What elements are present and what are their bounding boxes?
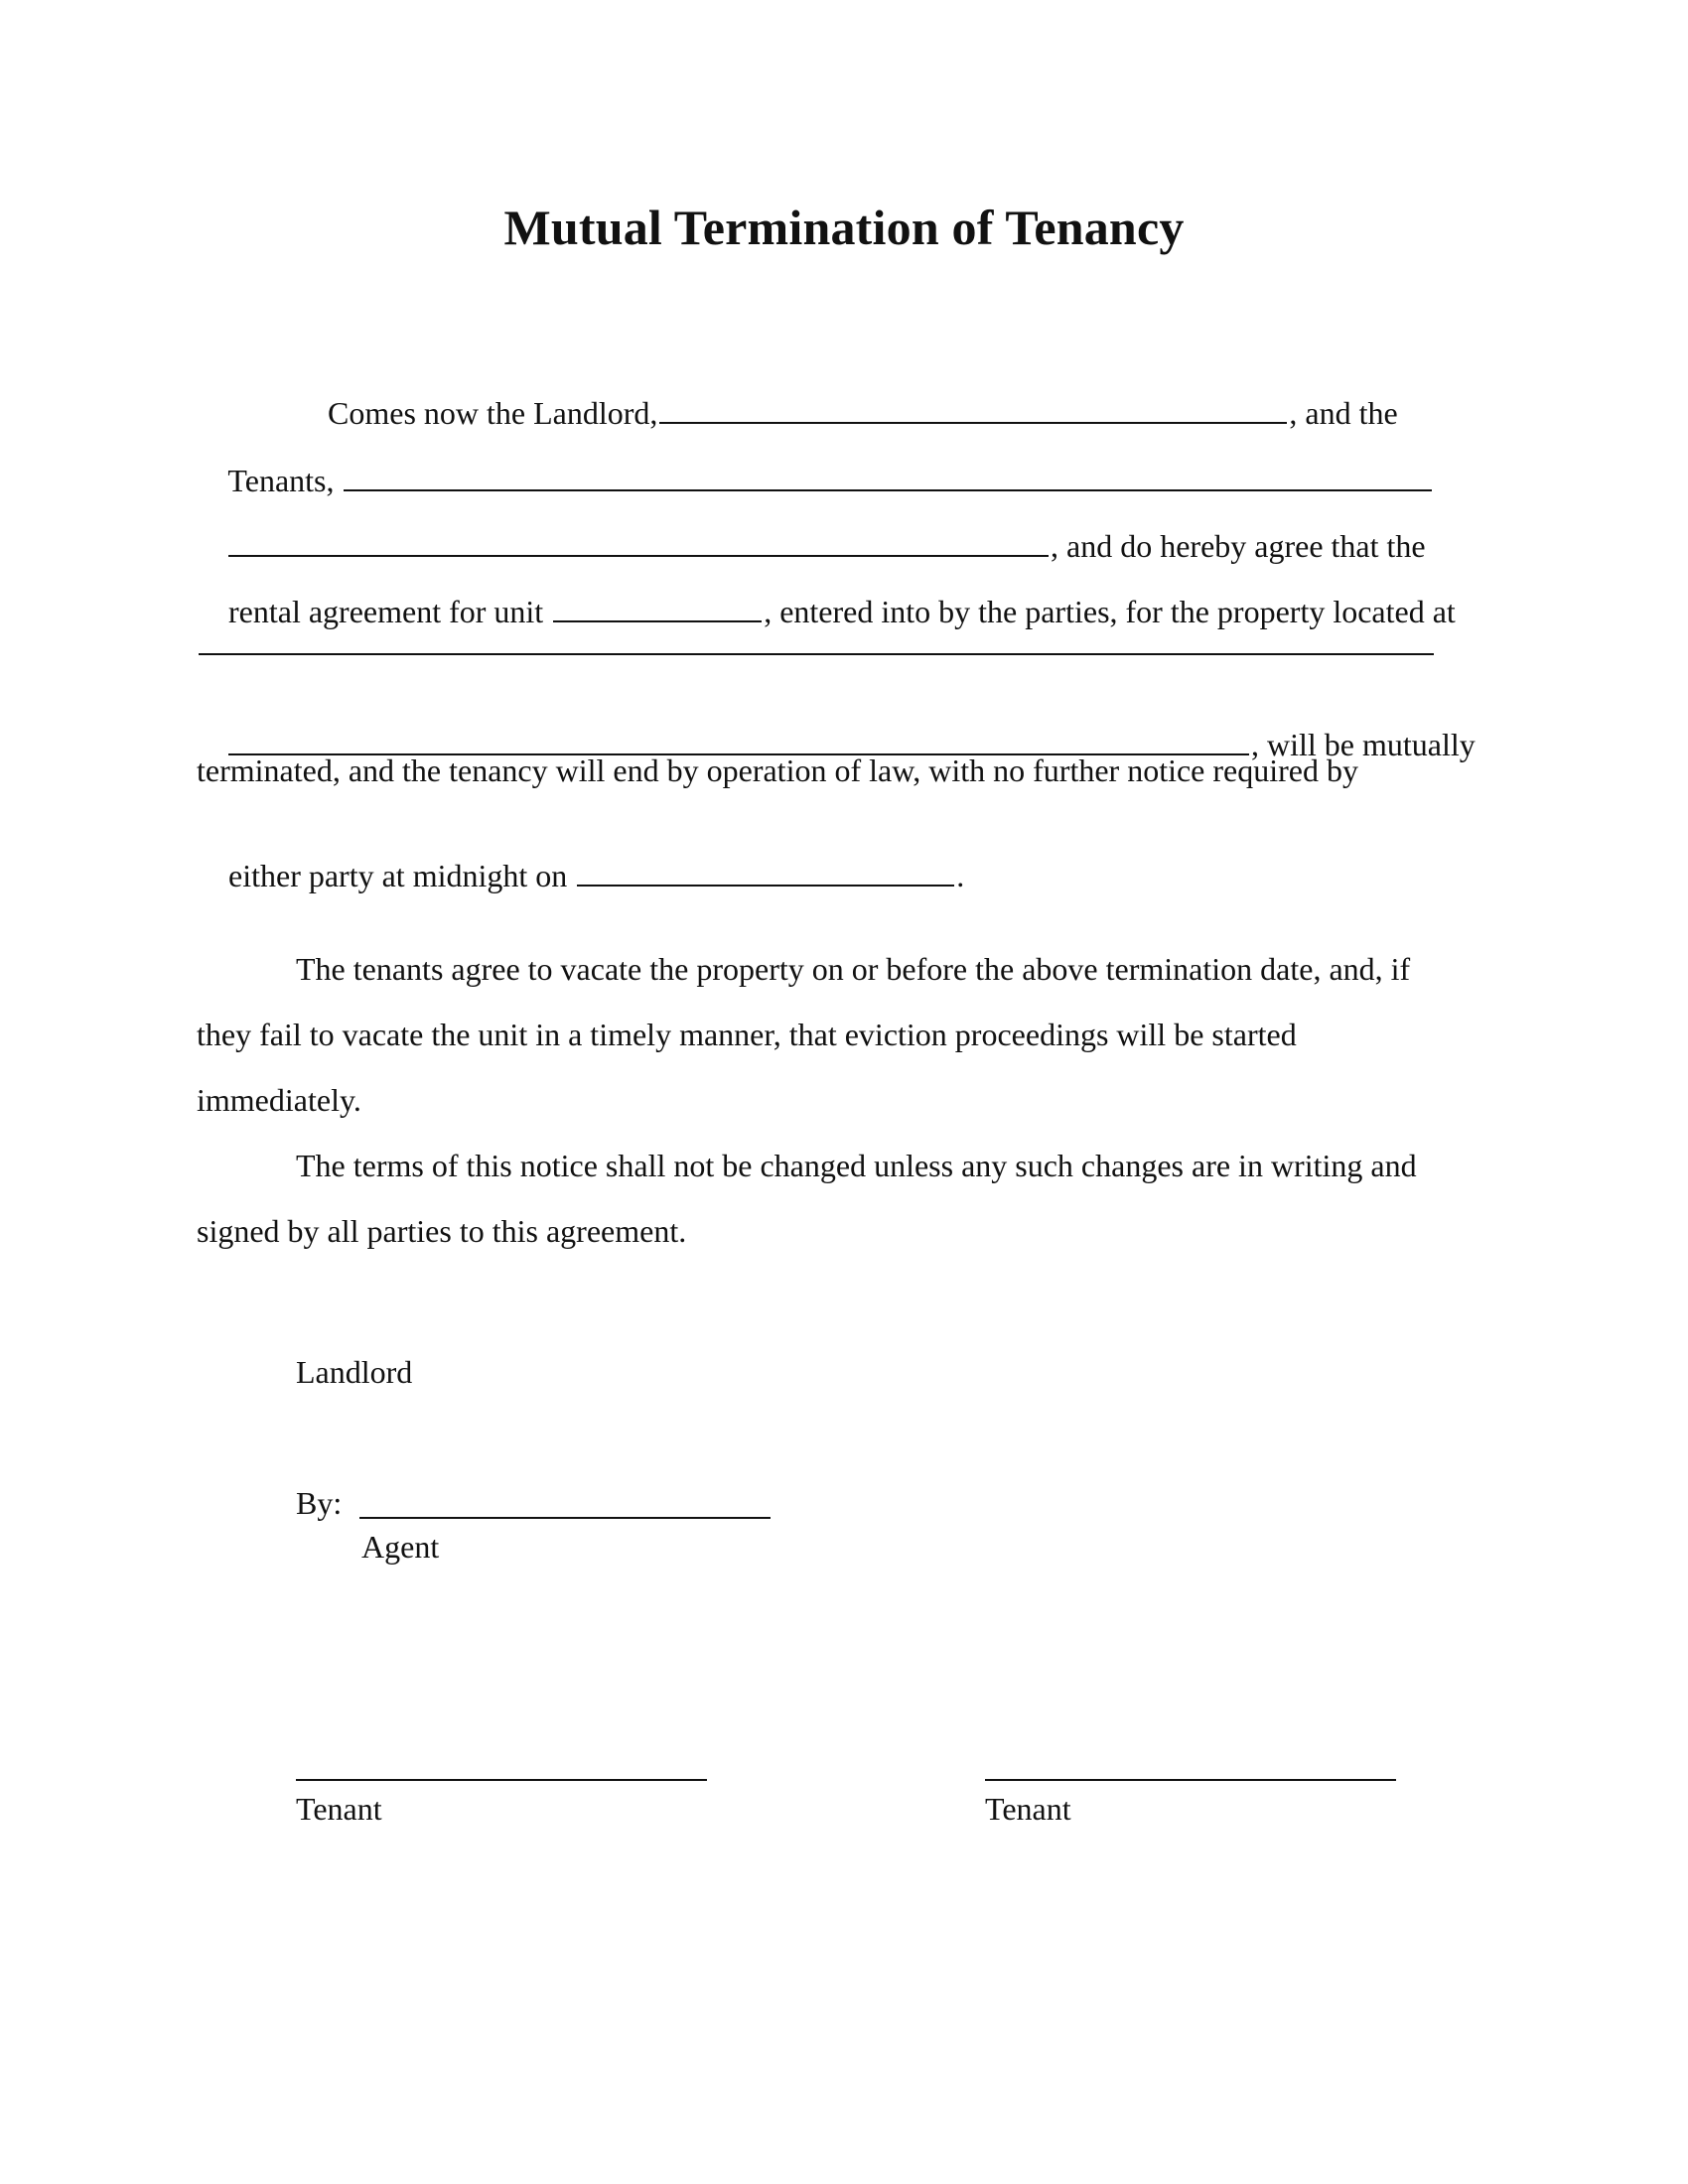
paragraph3-line2: signed by all parties to this agreement. <box>197 1213 687 1249</box>
tenant1-signature-line[interactable] <box>296 1779 707 1781</box>
paragraph2-line2: they fail to vacate the unit in a timely manner, that eviction proceedings will be started <box>197 1017 1297 1052</box>
period-text: . <box>956 858 965 893</box>
tenants-label-text: Tenants, <box>227 463 335 498</box>
paragraph1-line8 <box>197 816 964 935</box>
document-title: Mutual Termination of Tenancy <box>503 200 1185 255</box>
tenant2-label: Tenant <box>985 1791 1071 1827</box>
rental-agreement-text: rental agreement for unit <box>228 594 544 629</box>
paragraph2-line1: The tenants agree to vacate the property on or before the above termination date, and, if <box>296 951 1411 987</box>
agent-label: Agent <box>361 1529 440 1565</box>
landlord-intro-text: Comes now the Landlord, <box>328 395 658 431</box>
and-the-text: , and the <box>1289 395 1398 431</box>
termination-date-blank[interactable] <box>577 857 954 887</box>
paragraph1-line7: terminated, and the tenancy will end by operation of law, with no further notice required by <box>197 752 1358 788</box>
mutually-text: , will be mutually <box>1251 727 1476 762</box>
unit-number-blank[interactable] <box>553 593 762 622</box>
agent-signature-line[interactable] <box>359 1517 771 1519</box>
property-located-text: , entered into by the parties, for the property located at <box>764 594 1456 629</box>
agree-text: , and do hereby agree that the <box>1051 528 1426 564</box>
midnight-text: either party at midnight on <box>228 858 568 893</box>
paragraph3-line1: The terms of this notice shall not be changed unless any such changes are in writing and <box>296 1148 1417 1183</box>
property-address-blank-1[interactable] <box>199 653 1434 655</box>
tenant1-label: Tenant <box>296 1791 382 1827</box>
landlord-label: Landlord <box>296 1354 413 1390</box>
landlord-name-blank[interactable] <box>659 394 1287 424</box>
tenant2-signature-line[interactable] <box>985 1779 1396 1781</box>
by-label: By: <box>296 1485 343 1521</box>
paragraph2-line3: immediately. <box>197 1082 361 1118</box>
